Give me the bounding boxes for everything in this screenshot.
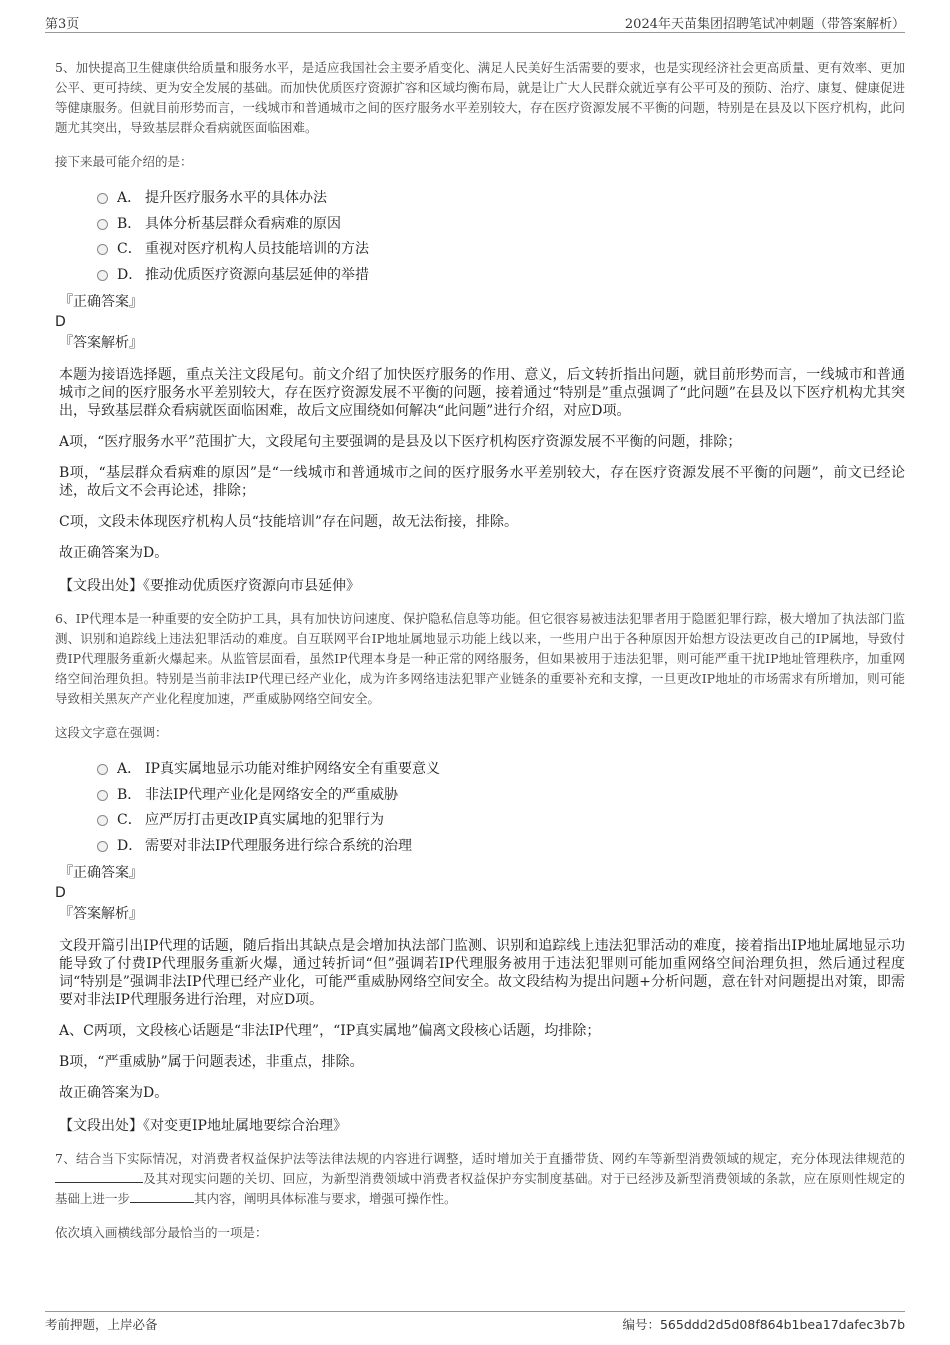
answer-label: 『正确答案』 xyxy=(59,865,143,881)
explanation-paragraph: B项，“严重威胁”属于问题表述，非重点，排除。 xyxy=(59,1054,364,1070)
answer-value: D xyxy=(55,885,66,901)
option-c[interactable]: C． 重视对医疗机构人员技能培训的方法 xyxy=(97,235,905,261)
explanation-paragraph: A项，“医疗服务水平”范围扩大，文段尾句主要强调的是县及以下医疗机构医疗资源发展不平衡的问题，排除； xyxy=(59,434,742,450)
explanation-paragraph: 故正确答案为D。 xyxy=(59,545,169,561)
answer-value: D xyxy=(55,314,66,330)
page-number: 第3页 xyxy=(45,17,80,32)
page-footer xyxy=(45,1311,905,1332)
radio-icon[interactable] xyxy=(97,764,108,775)
explanation-paragraph: A、C两项，文段核心话题是“非法IP代理”，“IP真实属地”偏离文段核心话题，均排除； xyxy=(59,1023,601,1039)
option-d[interactable]: D． 需要对非法IP代理服务进行综合系统的治理 xyxy=(97,832,905,858)
option-b[interactable]: B． 具体分析基层群众看病难的原因 xyxy=(97,210,905,236)
option-b[interactable]: B． 非法IP代理产业化是网络安全的严重威胁 xyxy=(97,781,905,807)
option-a[interactable]: A． 提升医疗服务水平的具体办法 xyxy=(97,184,905,210)
answer-blank-1 xyxy=(55,1170,143,1183)
question-5-options xyxy=(97,184,905,286)
source-citation: 【文段出处】《要推动优质医疗资源向市县延伸》 xyxy=(59,578,360,594)
document-code: 编号：565ddd2d5d08f864b1bea17dafec3b7b xyxy=(622,1317,905,1332)
document-content xyxy=(55,58,905,1255)
option-d[interactable]: D． 推动优质医疗资源向基层延伸的举措 xyxy=(97,261,905,287)
explanation-paragraph: 文段开篇引出IP代理的话题，随后指出其缺点是会增加执法部门监测、识别和追踪线上违法犯罪活动的难度，接着指出IP地址属地显示功能导致了付费IP代理服务重新火爆，通过转折词“但”强调若IP代理服务被用于违法犯罪则可能加重网络空间治理负担，然后通过程度词“特别是”强调非法IP代理已经产业化，可能严重威胁网络空间安全。故文段结构为提出问题+分析问题，意在针对问题提出对策，即需要对非法IP代理服务进行治理，对应D项。 xyxy=(59,938,905,1008)
option-c[interactable]: C． 应严厉打击更改IP真实属地的犯罪行为 xyxy=(97,806,905,832)
page-header xyxy=(45,10,905,33)
radio-icon[interactable] xyxy=(97,244,108,255)
option-a[interactable]: A． IP真实属地显示功能对维护网络安全有重要意义 xyxy=(97,755,905,781)
explanation-paragraph: 本题为接语选择题，重点关注文段尾句。前文介绍了加快医疗服务的作用、意义，后文转折指出问题，就目前形势而言，一线城市和普通城市之间的医疗服务水平差别较大，存在医疗资源发展不平衡的问题，接着通过“特别是”重点强调了“此问题”在县及以下医疗机构尤其突出，导致基层群众看病就医面临困难，故后文应围绕如何解决“此问题”进行介绍，对应D项。 xyxy=(59,367,905,419)
radio-icon[interactable] xyxy=(97,790,108,801)
answer-blank-2 xyxy=(130,1190,194,1203)
question-5-prompt: 接下来最可能介绍的是： xyxy=(55,154,193,169)
answer-label: 『正确答案』 xyxy=(59,294,143,310)
radio-icon[interactable] xyxy=(97,841,108,852)
question-5-text: 5、加快提高卫生健康供给质量和服务水平，是适应我国社会主要矛盾变化、满足人民美好生活需要的要求，也是实现经济社会更高质量、更有效率、更加公平、更可持续、更为安全发展的基础。而加快优质医疗资源扩容和区域均衡布局，就是让广大人民群众就近享有公平可及的预防、治疗、康复、健康促进等健康服务。但就目前形势而言，一线城市和普通城市之间的医疗服务水平差别较大，存在医疗资源发展不平衡的问题，特别是在县及以下医疗机构，此问题尤其突出，导致基层群众看病就医面临困难。 xyxy=(55,60,906,135)
explanation-paragraph: 故正确答案为D。 xyxy=(59,1085,169,1101)
radio-icon[interactable] xyxy=(97,815,108,826)
radio-icon[interactable] xyxy=(97,219,108,230)
question-6-text: 6、IP代理本是一种重要的安全防护工具，具有加快访问速度、保护隐私信息等功能。但它很容易被违法犯罪者用于隐匿犯罪行踪，极大增加了执法部门监测、识别和追踪线上违法犯罪活动的难度。自互联网平台IP地址属地显示功能上线以来，一些用户出于各种原因开始想方设法更改自己的IP属地，导致付费IP代理服务重新火爆起来。从监管层面看，虽然IP代理本身是一种正常的网络服务，但如果被用于违法犯罪，则可能严重干扰IP地址管理秩序，加重网络空间治理负担。特别是当前非法IP代理已经产业化，成为许多网络违法犯罪产业链条的重要补充和支撑，一旦更改IP地址的市场需求有所增加，则可能导致相关黑灰产产业化程度加速，严重威胁网络空间安全。 xyxy=(55,611,905,706)
question-6-options xyxy=(97,755,905,857)
radio-icon[interactable] xyxy=(97,193,108,204)
question-6-prompt: 这段文字意在强调： xyxy=(55,725,168,740)
document-title: 2024年天苗集团招聘笔试冲刺题（带答案解析） xyxy=(624,17,905,32)
explanation-label: 『答案解析』 xyxy=(59,906,143,922)
radio-icon[interactable] xyxy=(97,270,108,281)
explanation-paragraph: C项，文段未体现医疗机构人员“技能培训”存在问题，故无法衔接，排除。 xyxy=(59,514,519,530)
footer-slogan: 考前押题，上岸必备 xyxy=(45,1317,158,1332)
explanation-label: 『答案解析』 xyxy=(59,335,143,351)
explanation-paragraph: B项，“基层群众看病难的原因”是“一线城市和普通城市之间的医疗服务水平差别较大，存在医疗资源发展不平衡的问题”，前文已经论述，故后文不会再论述，排除； xyxy=(59,465,905,499)
question-7-prompt: 依次填入画横线部分最恰当的一项是： xyxy=(55,1225,268,1240)
source-citation: 【文段出处】《对变更IP地址属地要综合治理》 xyxy=(59,1118,347,1134)
question-7-text: 7、结合当下实际情况，对消费者权益保护法等法律法规的内容进行调整，适时增加关于直播带货、网约车等新型消费领域的规定，充分体现法律规范的及其对现实问题的关切、回应，为新型消费领域中消费者权益保护夯实制度基础。对于已经涉及新型消费领域的条款，应在原则性规定的基础上进一步 其内容，阐明具体标准与要求，增强可操作性。 xyxy=(55,1151,905,1206)
